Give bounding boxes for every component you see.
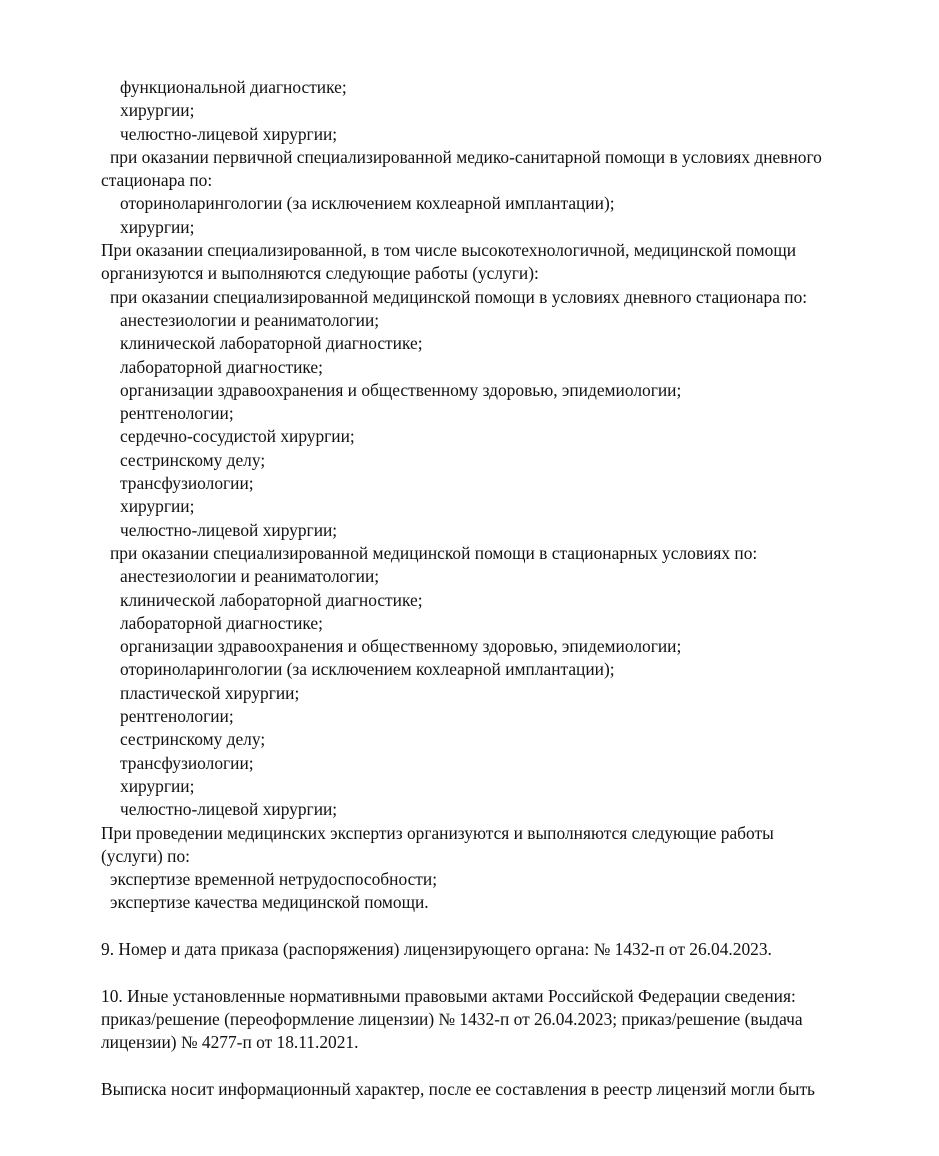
text-line: анестезиологии и реаниматологии;: [120, 566, 380, 587]
text-line: При оказании специализированной, в том числе высокотехнологичной, медицинской помощи: [101, 240, 797, 261]
text-line: хирургии;: [120, 100, 195, 121]
text-line: организуются и выполняются следующие работы (услуги):: [101, 263, 539, 284]
text-line: челюстно-лицевой хирургии;: [120, 799, 338, 820]
text-line: рентгенологии;: [120, 403, 234, 424]
document-page: [101, 76, 901, 1101]
text-line: клинической лабораторной диагностике;: [120, 589, 423, 610]
text-line: функциональной диагностике;: [120, 77, 347, 97]
text-line: трансфузиологии;: [120, 752, 254, 773]
text-line: стационара по:: [101, 170, 213, 191]
text-line: сестринскому делу;: [120, 449, 266, 470]
text-line: хирургии;: [120, 775, 195, 796]
text-line: лабораторной диагностике;: [120, 356, 323, 377]
text-line: трансфузиологии;: [120, 473, 254, 494]
text-line: Выписка носит информационный характер, после ее составления в реестр лицензий могли быть: [101, 1078, 815, 1099]
text-line: оториноларингологии (за исключением кохлеарной имплантации);: [120, 193, 615, 214]
text-line: при оказании специализированной медицинской помощи в условиях дневного стационара по:: [110, 286, 808, 307]
text-line: организации здравоохранения и общественному здоровью, эпидемиологии;: [120, 379, 682, 400]
text-line: клинической лабораторной диагностике;: [120, 333, 423, 354]
text-line: оториноларингологии (за исключением кохлеарной имплантации);: [120, 659, 615, 680]
text-line: (услуги) по:: [101, 845, 190, 866]
text-line: экспертизе временной нетрудоспособности;: [110, 869, 438, 890]
text-line: челюстно-лицевой хирургии;: [120, 123, 338, 144]
text-line: 10. Иные установленные нормативными правовыми актами Российской Федерации сведения:: [101, 985, 796, 1006]
text-line: сестринскому делу;: [120, 729, 266, 750]
text-line: челюстно-лицевой хирургии;: [120, 519, 338, 540]
text-line: анестезиологии и реаниматологии;: [120, 309, 380, 330]
text-line: рентгенологии;: [120, 706, 234, 727]
text-line: приказ/решение (переоформление лицензии) № 1432-п от 26.04.2023; приказ/решение (выдача: [101, 1008, 803, 1029]
text-line: лицензии) № 4277-п от 18.11.2021.: [101, 1032, 359, 1053]
blank-line: [101, 915, 901, 938]
text-line: сердечно-сосудистой хирургии;: [120, 426, 355, 447]
text-line: при оказании первичной специализированной медико-санитарной помощи в условиях дневного: [110, 146, 822, 167]
text-line: хирургии;: [120, 496, 195, 517]
text-line: При проведении медицинских экспертиз организуются и выполняются следующие работы: [101, 822, 774, 843]
text-line: организации здравоохранения и общественному здоровью, эпидемиологии;: [120, 636, 682, 657]
text-line: при оказании специализированной медицинской помощи в стационарных условиях по:: [110, 542, 758, 563]
blank-line: [101, 1054, 901, 1077]
text-line: 9. Номер и дата приказа (распоряжения) лицензирующего органа: № 1432-п от 26.04.2023.: [101, 938, 772, 959]
text-line: лабораторной диагностике;: [120, 612, 323, 633]
text-line: хирургии;: [120, 216, 195, 237]
text-line: пластической хирургии;: [120, 682, 300, 703]
blank-line: [101, 961, 901, 984]
text-line: экспертизе качества медицинской помощи.: [110, 892, 429, 913]
